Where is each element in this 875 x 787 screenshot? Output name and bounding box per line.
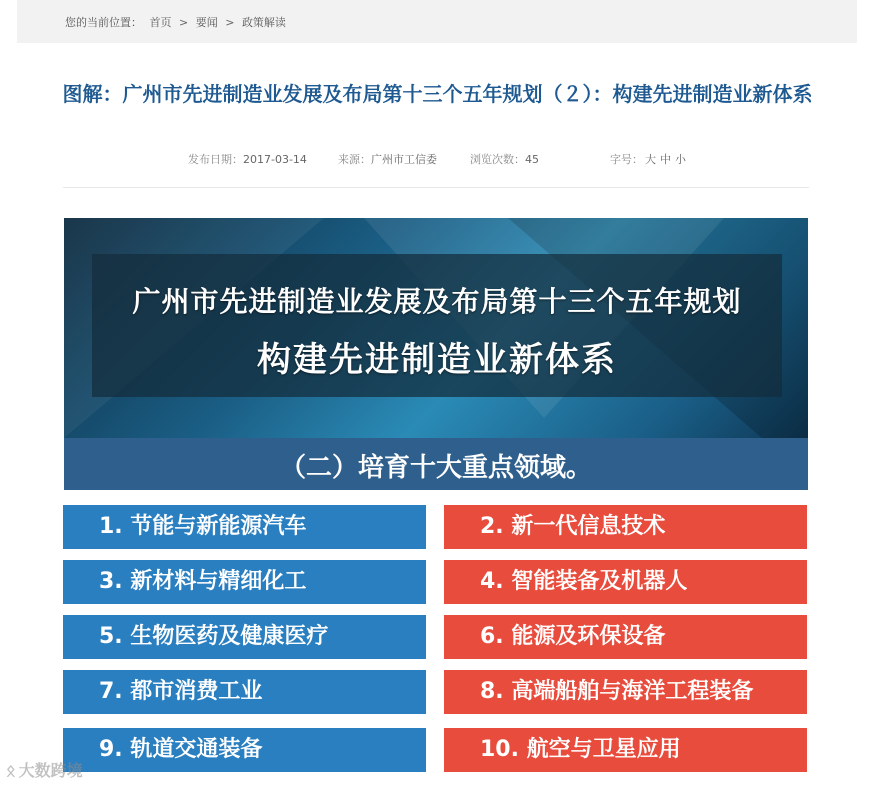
- watermark: [6, 758, 83, 781]
- area-tile: 1. 节能与新能源汽车: [63, 505, 426, 549]
- publish-date: [188, 151, 307, 167]
- breadcrumb-policy-link[interactable]: 政策解读: [241, 16, 286, 29]
- banner-title-line1: 广州市先进制造业发展及布局第十三个五年规划: [132, 285, 742, 318]
- area-tile: 3. 新材料与精细化工: [63, 560, 426, 604]
- breadcrumb-bar: [17, 0, 857, 43]
- breadcrumb: [65, 14, 290, 30]
- view-count-value: 45: [525, 153, 539, 166]
- banner-title-box: [92, 254, 782, 397]
- source-value: 广州市工信委: [371, 153, 437, 166]
- source: [338, 151, 437, 167]
- publish-date-value: 2017-03-14: [243, 153, 307, 166]
- infographic-banner: [64, 218, 808, 490]
- breadcrumb-separator: >: [225, 16, 235, 29]
- dashuju-logo-icon: ᛟ: [6, 761, 16, 780]
- font-size-small[interactable]: 小: [675, 153, 686, 166]
- area-tile: 5. 生物医药及健康医疗: [63, 615, 426, 659]
- banner-subtitle: （二）培育十大重点领域。: [279, 453, 592, 483]
- area-tile: 7. 都市消费工业: [63, 670, 426, 714]
- area-tile: 9. 轨道交通装备: [63, 728, 426, 772]
- font-size-label: 字号：: [610, 153, 643, 166]
- banner-subtitle-bar: [64, 438, 808, 490]
- article-title: 图解：广州市先进制造业发展及布局第十三个五年规划（２）：构建先进制造业新体系: [62, 82, 813, 106]
- divider: [63, 187, 809, 188]
- area-tile: 2. 新一代信息技术: [444, 505, 807, 549]
- view-count: [470, 151, 539, 167]
- source-label: 来源：: [338, 153, 371, 166]
- breadcrumb-home-link[interactable]: 首页: [149, 16, 172, 29]
- breadcrumb-prefix: 您的当前位置：: [65, 16, 142, 29]
- font-size-large[interactable]: 大: [645, 153, 656, 166]
- breadcrumb-separator: >: [179, 16, 189, 29]
- font-size-medium[interactable]: 中: [660, 153, 671, 166]
- area-tile: 6. 能源及环保设备: [444, 615, 807, 659]
- watermark-text: 大数跨境: [18, 761, 83, 780]
- area-tile: 10. 航空与卫星应用: [444, 728, 807, 772]
- publish-date-label: 发布日期：: [188, 153, 243, 166]
- view-count-label: 浏览次数：: [470, 153, 525, 166]
- breadcrumb-news-link[interactable]: 要闻: [195, 16, 218, 29]
- banner-title-line2: 构建先进制造业新体系: [257, 340, 617, 380]
- area-tile: 8. 高端船舶与海洋工程装备: [444, 670, 807, 714]
- font-size-switcher: [610, 151, 688, 167]
- area-tile: 4. 智能装备及机器人: [444, 560, 807, 604]
